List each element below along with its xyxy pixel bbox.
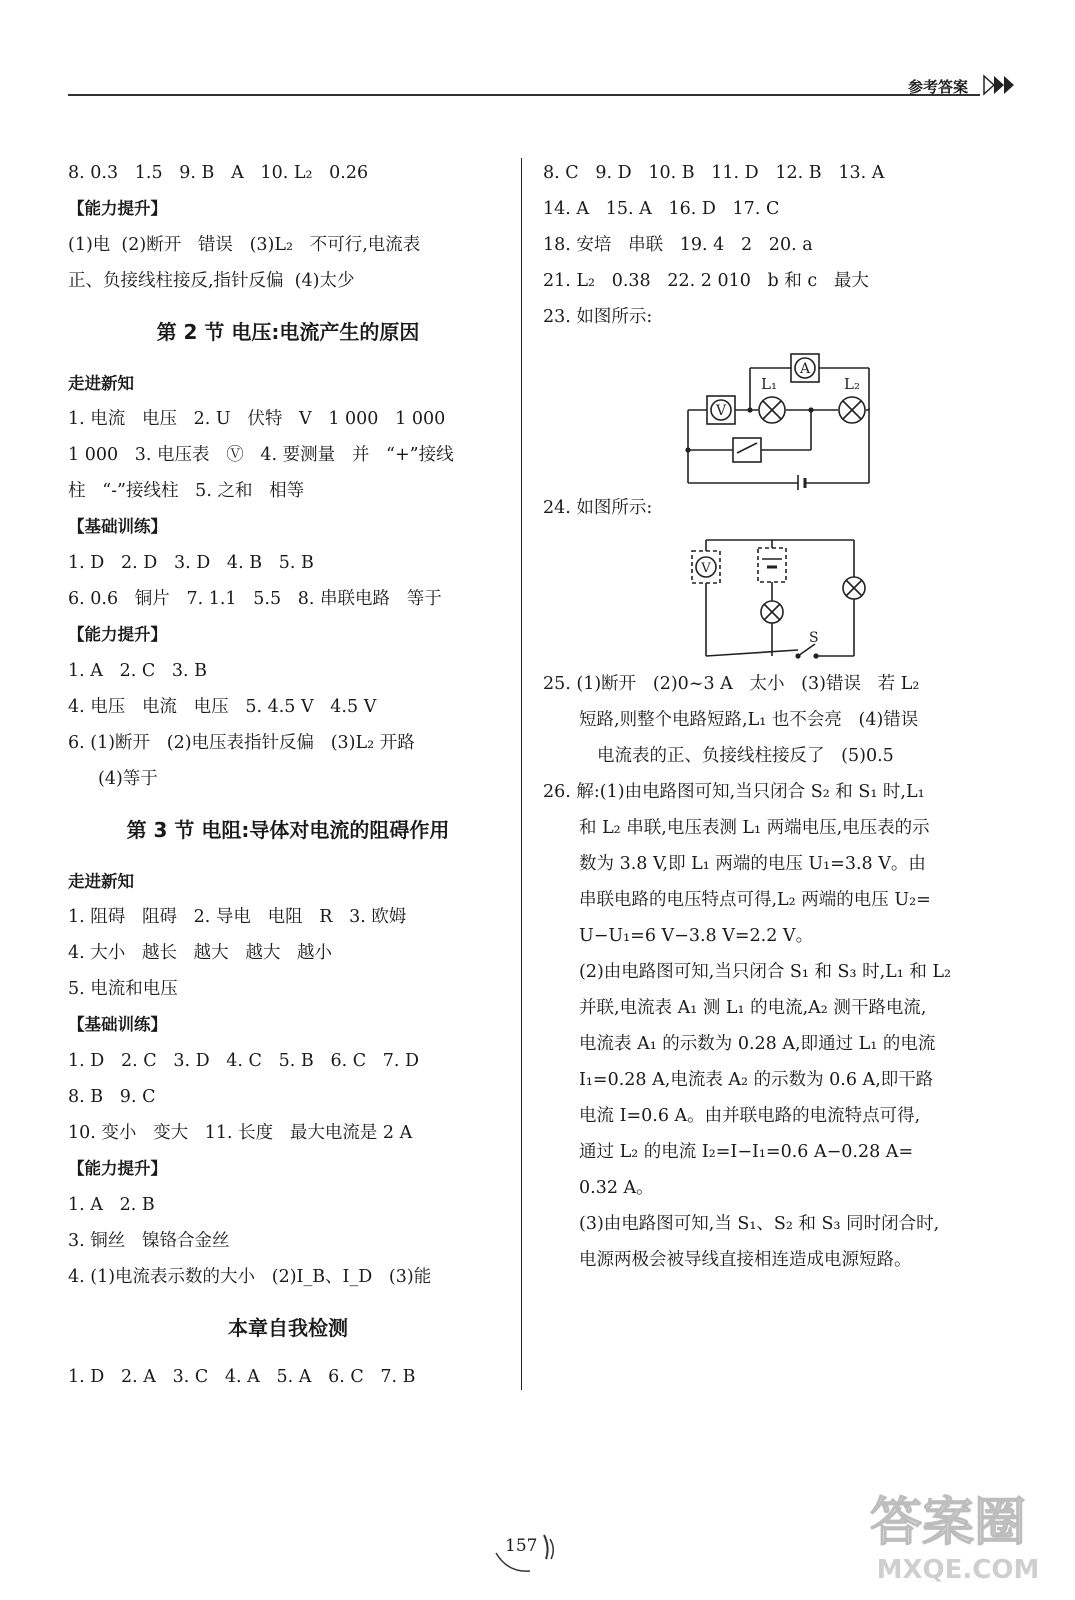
answer-line: 通过 L₂ 的电流 I₂=I−I₁=0.6 A−0.28 A= (579, 1142, 914, 1162)
subsection-heading: 【基础训练】 (68, 1015, 167, 1034)
answer-line: 电流表的正、负接线柱接反了 (5)0.5 (597, 746, 894, 766)
answer-line: 4. (1)电流表示数的大小 (2)I_B、I_D (3)能 (68, 1267, 432, 1287)
answer-line: 1 000 3. 电压表 Ⓥ 4. 要测量 并 “+”接线 (68, 445, 454, 465)
circuit-24-svg (543, 526, 988, 666)
circuit-diagram-24 (543, 526, 988, 666)
answer-line: 21. L₂ 0.38 22. 2 010 b 和 c 最大 (543, 271, 869, 291)
answer-line: 串联电路的电压特点可得,L₂ 两端的电压 U₂= (579, 890, 931, 910)
answer-line: 25. (1)断开 (2)0~3 A 太小 (3)错误 若 L₂ (543, 674, 920, 694)
answer-line: 4. 大小 越长 越大 越大 越小 (68, 943, 333, 963)
answer-line: (4)等于 (98, 769, 158, 789)
answer-line: (3)由电路图可知,当 S₁、S₂ 和 S₃ 同时闭合时, (579, 1214, 940, 1234)
page-number: 157 (505, 1536, 538, 1556)
answer-line: 数为 3.8 V,即 L₁ 两端的电压 U₁=3.8 V。由 (579, 854, 926, 874)
right-column (543, 155, 988, 1278)
subsection-heading: 【能力提升】 (68, 1159, 167, 1178)
answer-line: 8. 0.3 1.5 9. B A 10. L₂ 0.26 (68, 163, 369, 183)
answer-line: 0.32 A。 (579, 1178, 654, 1198)
answer-line: 6. (1)断开 (2)电压表指针反偏 (3)L₂ 开路 (68, 733, 415, 753)
answer-line: 和 L₂ 串联,电压表测 L₁ 两端电压,电压表的示 (579, 818, 930, 838)
answer-line: 1. 阻碍 阻碍 2. 导电 电阻 R 3. 欧姆 (68, 907, 407, 927)
svg-text:答案圈: 答案圈 (869, 1493, 1027, 1553)
lamp-label-2: L₂ (844, 375, 860, 393)
answer-line: U−U₁=6 V−3.8 V=2.2 V。 (579, 926, 814, 946)
answer-line: 电流 I=0.6 A。由并联电路的电流特点可得, (579, 1106, 921, 1126)
answer-line: 3. 铜丝 镍铬合金丝 (68, 1231, 230, 1251)
switch-label: S (809, 630, 819, 646)
voltmeter-label: V (701, 561, 711, 576)
header-arrows-icon (982, 74, 1022, 96)
answer-line: 18. 安培 串联 19. 4 2 20. a (543, 235, 813, 255)
answer-line: 1. D 2. D 3. D 4. B 5. B (68, 553, 314, 573)
subsection-heading: 【能力提升】 (68, 199, 167, 218)
left-column (68, 155, 508, 1395)
answer-line: (1)电 (2)断开 错误 (3)L₂ 不可行,电流表 (68, 235, 421, 255)
answer-line: 短路,则整个电路短路,L₁ 也不会亮 (4)错误 (579, 710, 919, 730)
answer-line: 26. 解:(1)由电路图可知,当只闭合 S₂ 和 S₁ 时,L₁ (543, 782, 925, 802)
subsection-heading: 走进新知 (68, 374, 134, 393)
answer-line: 14. A 15. A 16. D 17. C (543, 199, 780, 219)
answer-line: 并联,电流表 A₁ 测 L₁ 的电流,A₂ 测干路电流, (579, 998, 927, 1018)
svg-text:MXQE.COM: MXQE.COM (876, 1555, 1040, 1585)
answer-line: 24. 如图所示: (543, 498, 653, 518)
watermark-logo (848, 1478, 1048, 1588)
header-title: 参考答案 (908, 78, 969, 96)
answer-line: 6. 0.6 铜片 7. 1.1 5.5 8. 串联电路 等于 (68, 589, 442, 609)
answer-line: 1. D 2. A 3. C 4. A 5. A 6. C 7. B (68, 1367, 416, 1387)
subsection-heading: 【能力提升】 (68, 625, 167, 644)
section-title: 第 2 节 电压:电流产生的原因 (156, 320, 420, 344)
answer-line: 正、负接线柱接反,指针反偏 (4)太少 (68, 271, 355, 291)
answer-line: 8. C 9. D 10. B 11. D 12. B 13. A (543, 163, 885, 183)
subsection-heading: 【基础训练】 (68, 517, 167, 536)
answer-line: I₁=0.28 A,电流表 A₂ 的示数为 0.6 A,即干路 (579, 1070, 934, 1090)
circuit-23-svg (543, 335, 988, 490)
answer-line: 10. 变小 变大 11. 长度 最大电流是 2 A (68, 1123, 413, 1143)
answer-line: 电源两极会被导线直接相连造成电源短路。 (579, 1250, 912, 1270)
answer-line: 5. 电流和电压 (68, 979, 178, 999)
answer-line: 1. A 2. B (68, 1195, 155, 1215)
lamp-label-1: L₁ (761, 375, 777, 393)
answer-line: 23. 如图所示: (543, 307, 653, 327)
section-title: 第 3 节 电阻:导体对电流的阻碍作用 (126, 818, 450, 842)
voltmeter-label: V (715, 403, 727, 419)
ammeter-label: A (799, 361, 811, 377)
answer-line: 8. B 9. C (68, 1087, 156, 1107)
answer-line: 1. 电流 电压 2. U 伏特 V 1 000 1 000 (68, 409, 446, 429)
column-divider (521, 158, 522, 1390)
answer-line: 柱 “-”接线柱 5. 之和 相等 (68, 481, 305, 501)
section-title: 本章自我检测 (228, 1316, 348, 1340)
answer-line: 4. 电压 电流 电压 5. 4.5 V 4.5 V (68, 697, 377, 717)
circuit-diagram-23 (543, 335, 988, 490)
answer-line: 1. D 2. C 3. D 4. C 5. B 6. C 7. D (68, 1051, 420, 1071)
answer-line: (2)由电路图可知,当只闭合 S₁ 和 S₃ 时,L₁ 和 L₂ (579, 962, 952, 982)
subsection-heading: 走进新知 (68, 872, 134, 891)
answer-line: 电流表 A₁ 的示数为 0.28 A,即通过 L₁ 的电流 (579, 1034, 936, 1054)
answer-line: 1. A 2. C 3. B (68, 661, 208, 681)
header-rule (68, 94, 980, 96)
